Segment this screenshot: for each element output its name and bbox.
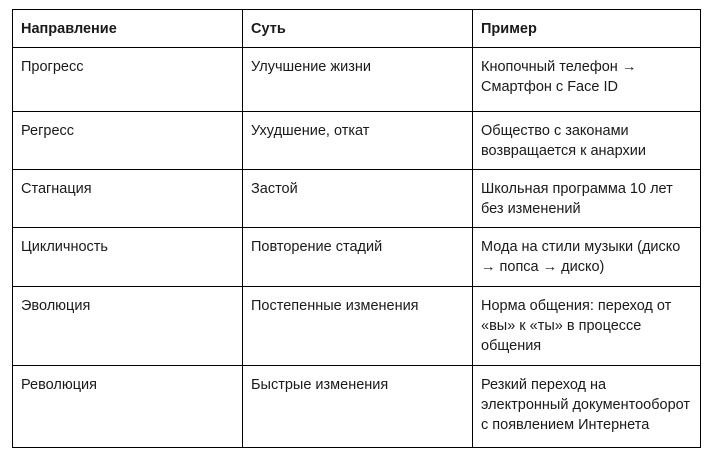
cell-essence: Постепенные изменения xyxy=(243,287,473,366)
cell-direction: Революция xyxy=(13,366,243,448)
header-essence: Суть xyxy=(243,10,473,48)
cell-essence: Быстрые изменения xyxy=(243,366,473,448)
cell-direction: Стагнация xyxy=(13,170,243,228)
cell-direction: Прогресс xyxy=(13,48,243,112)
cell-example: Норма общения: переход от «вы» к «ты» в процессе общения xyxy=(473,287,701,366)
cell-essence: Ухудшение, откат xyxy=(243,112,473,170)
table-row xyxy=(13,287,701,366)
comparison-table xyxy=(12,9,701,448)
cell-direction: Цикличность xyxy=(13,228,243,287)
table-row xyxy=(13,170,701,228)
cell-essence: Улучшение жизни xyxy=(243,48,473,112)
cell-example: Школьная программа 10 лет без изменений xyxy=(473,170,701,228)
header-example: Пример xyxy=(473,10,701,48)
cell-direction: Регресс xyxy=(13,112,243,170)
comparison-table-container xyxy=(12,9,701,448)
table-row xyxy=(13,366,701,448)
table-row xyxy=(13,228,701,287)
cell-essence: Застой xyxy=(243,170,473,228)
cell-example: Мода на стили музыки (диско → попса → диско) xyxy=(473,228,701,287)
cell-example: Кнопочный телефон → Смартфон с Face ID xyxy=(473,48,701,112)
header-direction: Направление xyxy=(13,10,243,48)
table-row xyxy=(13,48,701,112)
cell-example: Общество с законами возвращается к анархии xyxy=(473,112,701,170)
table-row xyxy=(13,112,701,170)
cell-direction: Эволюция xyxy=(13,287,243,366)
table-header-row xyxy=(13,10,701,48)
cell-example: Резкий переход на электронный документооборот с появлением Интернета xyxy=(473,366,701,448)
cell-essence: Повторение стадий xyxy=(243,228,473,287)
